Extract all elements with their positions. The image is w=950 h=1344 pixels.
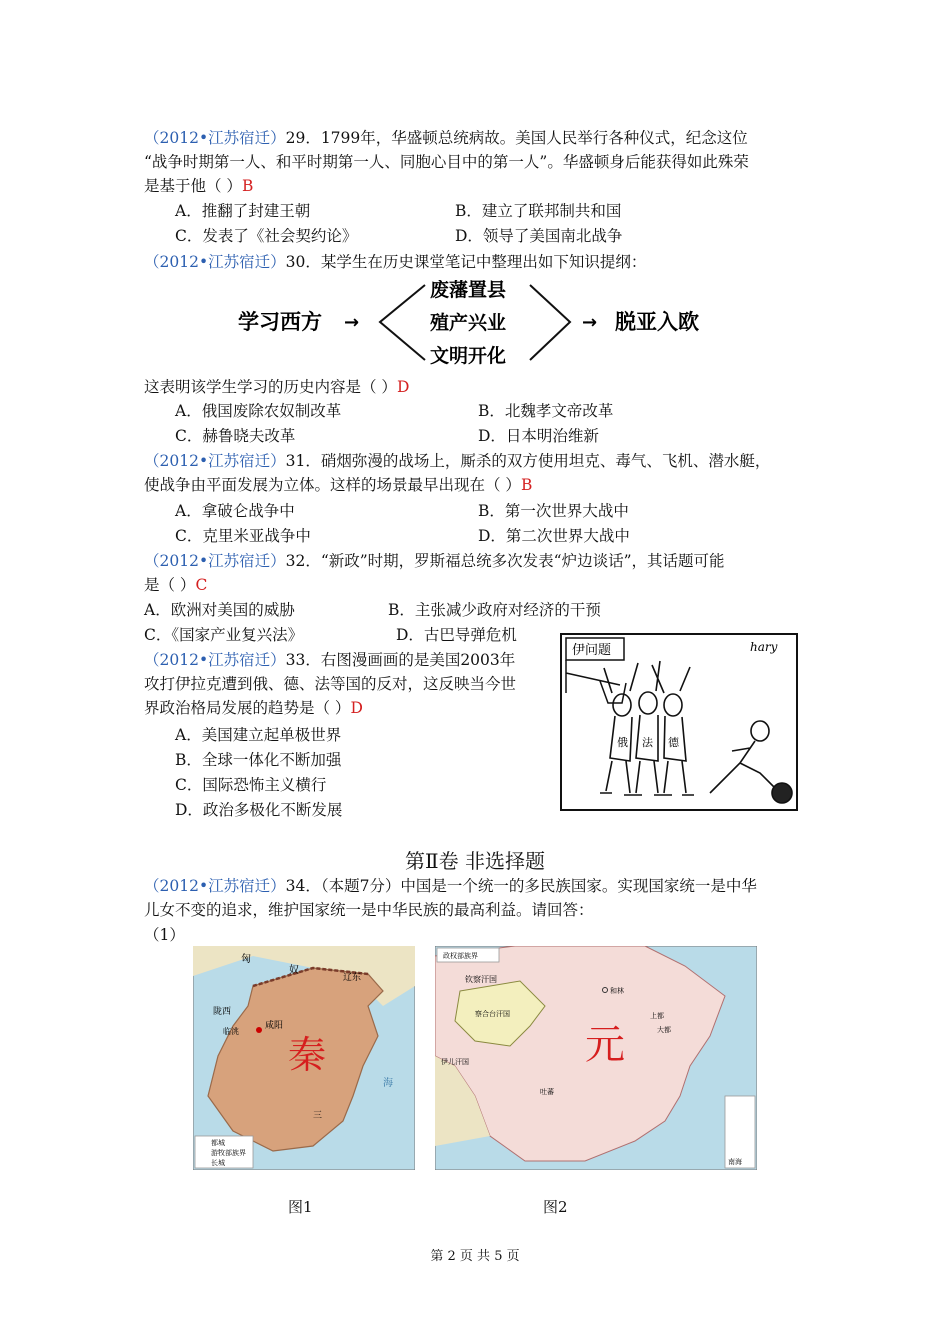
q33-answer: D (350, 699, 363, 717)
q32-option-a: A．欧洲对美国的威胁 (144, 601, 295, 619)
q33-source: （2012•江苏宿迁） (144, 651, 286, 669)
q34-source: （2012•江苏宿迁） (144, 877, 286, 895)
q31-option-b: B．第一次世界大战中 (478, 502, 629, 520)
q29-source: （2012•江苏宿迁） (144, 129, 286, 147)
q33-line3: 界政治格局发展的趋势是（ ）D (144, 699, 363, 717)
q30-answer: D (396, 378, 410, 396)
section-title: 第Ⅱ卷 非选择题 (405, 849, 545, 873)
legend-great-wall: 长城 (211, 1159, 225, 1167)
q32-line2: 是（ ）C (144, 576, 208, 594)
q29-option-a: A．推翻了封建王朝 (175, 202, 311, 220)
q33-option-c: C．国际恐怖主义横行 (175, 776, 327, 794)
q30-line2: 这表明该学生学习的历史内容是（ ）D (144, 378, 410, 396)
q31-option-d: D．第二次世界大战中 (478, 527, 630, 545)
q34-line1: （2012•江苏宿迁）34．（本题7分）中国是一个统一的多民族国家。实现国家统一是中华 (144, 877, 757, 895)
yuan-big-character: 元 (585, 1022, 625, 1068)
q31-line1: （2012•江苏宿迁）31．硝烟弥漫的战场上，厮杀的双方使用坦克、毒气、飞机、潜水艇， (144, 452, 771, 470)
qin-big-character: 秦 (288, 1033, 327, 1077)
q33-option-a: A．美国建立起单极世界 (175, 726, 342, 744)
map1-label-longxi: 陇西 (213, 1007, 232, 1017)
diagram-right-text: 脱亚入欧 (615, 310, 699, 334)
q29-answer: B (241, 177, 254, 195)
cartoon-signature: hary (750, 640, 778, 654)
figure-2-label: 图2 (543, 1198, 568, 1216)
diagram-item-3: 文明开化 (430, 345, 507, 366)
q30-option-d: D．日本明治维新 (478, 427, 599, 445)
map2-legend-border: 政权部族界 (443, 952, 478, 960)
q33-line2: 攻打伊拉克遭到俄、德、法等国的反对，这反映当今世 (144, 675, 517, 693)
page-footer: 第 2 页 共 5 页 (430, 1249, 520, 1264)
q31-answer: B (520, 476, 533, 494)
q30-option-b: B．北魏孝文帝改革 (478, 402, 614, 420)
map2-label-kipchak: 钦察汗国 (465, 975, 497, 984)
diagram-left-text: 学习西方 (238, 310, 322, 334)
player-label-1: 俄 (617, 736, 628, 749)
q29-line1: （2012•江苏宿迁）29．1799年，华盛顿总统病故。美国人民举行各种仪式，纪念这位 (144, 129, 748, 147)
q33-option-d: D．政治多极化不断发展 (175, 801, 343, 819)
q29-option-d: D．领导了美国南北战争 (455, 227, 623, 245)
map2-label-dadu: 大都 (657, 1026, 671, 1034)
q30-option-c: C．赫鲁晓夫改革 (175, 427, 296, 445)
q30-line1: （2012•江苏宿迁）30．某学生在历史课堂笔记中整理出如下知识提纲： (144, 253, 647, 271)
q32-option-b: B．主张减少政府对经济的干预 (388, 601, 601, 619)
qin-dynasty-map (193, 946, 415, 1170)
q32-line1: （2012•江苏宿迁）32．“新政”时期，罗斯福总统多次发表“炉边谈话”，其话题可能 (144, 552, 725, 570)
q29-line2: “战争时期第一人、和平时期第一人、同胞心目中的第一人”。华盛顿身后能获得如此殊荣 (144, 153, 749, 171)
map1-label-san: 三 (313, 1111, 323, 1121)
map1-label-sea: 海 (383, 1078, 393, 1089)
legend-nomad-border: 游牧部族界 (211, 1149, 246, 1157)
map1-label-xiong: 匈 (241, 954, 251, 965)
q31-line2: 使战争由平面发展为立体。这样的场景最早出现在（ ）B (144, 476, 533, 494)
map1-label-lintao: 临洮 (223, 1027, 239, 1036)
map1-label-liaodong: 辽东 (343, 973, 362, 983)
map2-label-shangdu: 上都 (650, 1012, 664, 1020)
diagram-bracket-left (380, 285, 425, 360)
diagram-arrow-right: → (582, 312, 598, 333)
map1-label-nu: 奴 (289, 965, 299, 976)
diagram-item-1: 废藩置县 (430, 280, 507, 301)
q30-option-a: A．俄国废除农奴制改革 (175, 402, 342, 420)
q32-source: （2012•江苏宿迁） (144, 552, 286, 570)
map2-label-tubo: 吐蕃 (540, 1088, 554, 1096)
cartoon-sign-text: 伊问题 (572, 643, 612, 658)
capital-marker (256, 1027, 262, 1033)
q29-option-b: B．建立了联邦制共和国 (455, 202, 622, 220)
yuan-dynasty-map (435, 946, 757, 1170)
map2-label-helin: 和林 (610, 987, 624, 995)
q29-line3: 是基于他（ ）B (144, 177, 254, 195)
knowledge-outline-diagram (230, 280, 730, 366)
map1-label-xianyang: 咸阳 (265, 1021, 284, 1031)
q31-option-c: C．克里米亚战争中 (175, 527, 311, 545)
diagram-arrow-left: → (344, 312, 360, 333)
q31-source: （2012•江苏宿迁） (144, 452, 286, 470)
q32-option-d: D．古巴导弹危机 (396, 626, 517, 644)
diagram-item-2: 殖产兴业 (430, 312, 507, 334)
q29-option-c: C．发表了《社会契约论》 (175, 227, 358, 245)
q32-option-c: C．《国家产业复兴法》 (144, 626, 304, 644)
diagram-bracket-right (530, 285, 570, 360)
q30-source: （2012•江苏宿迁） (144, 253, 286, 271)
figure-1-label: 图1 (288, 1198, 313, 1216)
q32-answer: C (195, 576, 208, 594)
legend-capital: 都城 (211, 1139, 225, 1147)
map2-label-south-sea: 南海 (728, 1158, 742, 1166)
iraq-cartoon-image (560, 633, 798, 811)
q34-line2: 儿女不变的追求，维护国家统一是中华民族的最高利益。请回答： (144, 901, 594, 919)
player-label-3: 德 (668, 736, 679, 749)
map2-label-ilkhanate: 伊儿汗国 (441, 1058, 469, 1066)
q31-option-a: A．拿破仑战争中 (175, 502, 295, 520)
q34-sub1: （1） (144, 926, 185, 944)
player-label-2: 法 (642, 736, 653, 749)
map2-label-chagatai: 察合台汗国 (475, 1010, 510, 1018)
q33-option-b: B．全球一体化不断加强 (175, 751, 342, 769)
q33-line1: （2012•江苏宿迁）33．右图漫画画的是美国2003年 (144, 651, 516, 669)
